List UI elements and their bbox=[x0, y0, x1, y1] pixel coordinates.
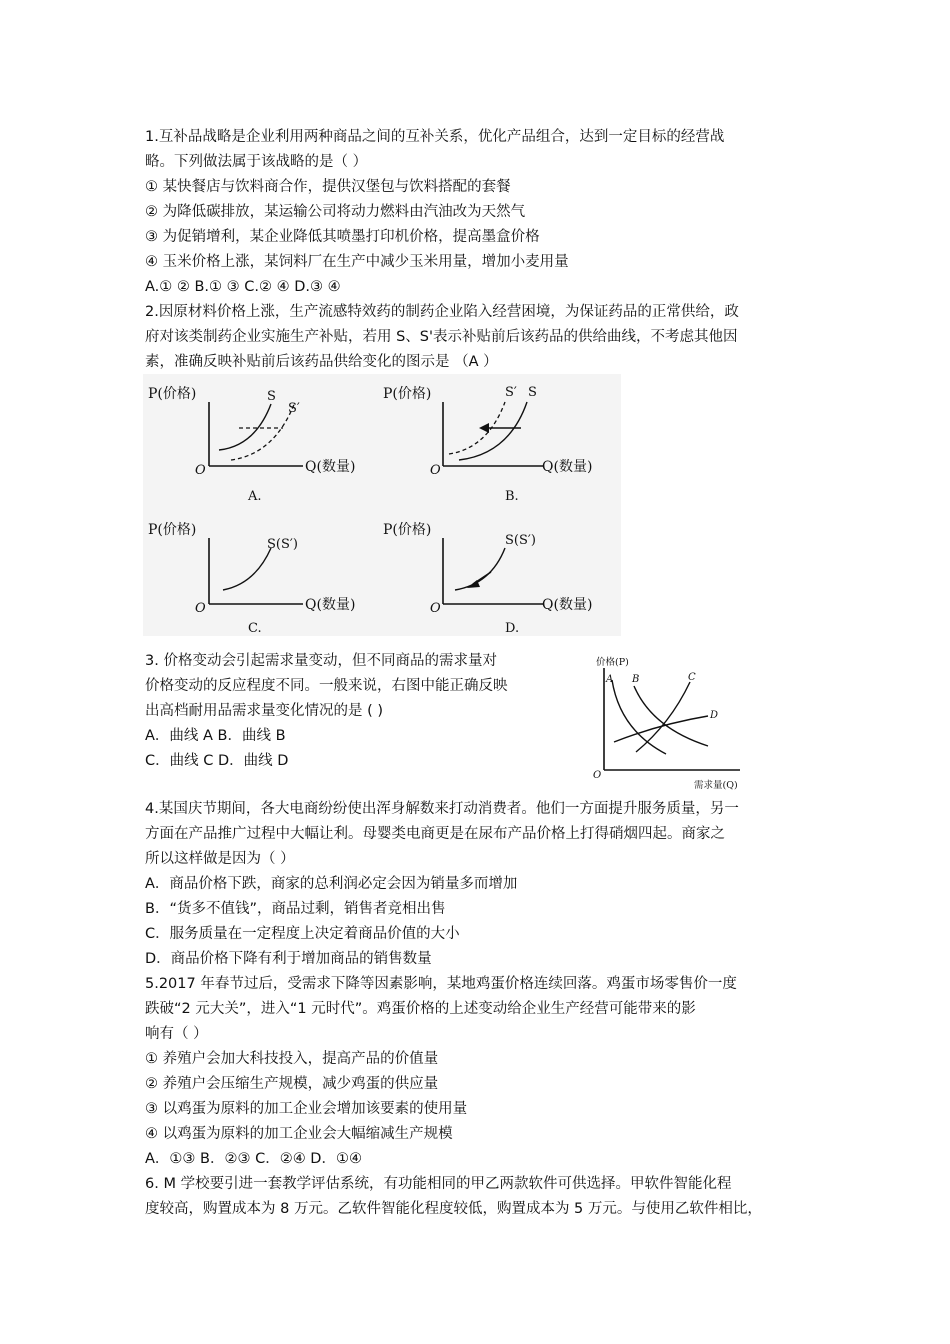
q1-line: 1.互补品战略是企业利用两种商品之间的互补关系，优化产品组合，达到一定目标的经营战 bbox=[145, 129, 725, 145]
q2-line: 2.因原材料价格上涨，生产流感特效药的制药企业陷入经营困境，为保证药品的正常供给，政 bbox=[145, 304, 739, 320]
q5-option: ① 养殖户会加大科技投入，提高产品的价值量 bbox=[145, 1051, 439, 1067]
panel-xlabel: Q(数量) bbox=[305, 459, 356, 475]
panel-label: A. bbox=[248, 489, 262, 504]
demand-curve-a bbox=[612, 680, 666, 754]
demand-curve-figure bbox=[590, 652, 755, 792]
figure-ylabel: 价格(P) bbox=[596, 657, 629, 668]
curve-label: B bbox=[632, 674, 640, 685]
q1-line: 略。下列做法属于该战略的是（ ） bbox=[145, 154, 368, 170]
origin-label: O bbox=[195, 463, 206, 478]
demand-curve-d bbox=[614, 716, 708, 742]
curve-label: S′ bbox=[505, 385, 517, 400]
q3-line: 出高档耐用品需求量变化情况的是 ( ) bbox=[145, 703, 384, 719]
q5-option: ④ 以鸡蛋为原料的加工企业会大幅缩减生产规模 bbox=[145, 1126, 453, 1142]
q2-line: 素，准确反映补贴前后该药品供给变化的图示是 （A ） bbox=[145, 354, 498, 370]
q6-line: 6. M 学校要引进一套教学评估系统，有功能相同的甲乙两款软件可供选择。甲软件智能化程 bbox=[145, 1176, 732, 1192]
q1-option: ③ 为促销增利，某企业降低其喷墨打印机价格，提高墨盒价格 bbox=[145, 229, 540, 245]
q3-options: A．曲线 A B．曲线 B bbox=[145, 728, 286, 744]
q3-options: C．曲线 C D．曲线 D bbox=[145, 753, 289, 769]
q1-option: ① 某快餐店与饮料商合作，提供汉堡包与饮料搭配的套餐 bbox=[145, 179, 511, 195]
origin-label: O bbox=[430, 601, 441, 616]
figure-xlabel: 需求量(Q) bbox=[694, 780, 738, 791]
origin-label: O bbox=[195, 601, 206, 616]
curve-label: C bbox=[688, 672, 696, 683]
q5-option: ② 养殖户会压缩生产规模，减少鸡蛋的供应量 bbox=[145, 1076, 439, 1092]
q2-line: 府对该类制药企业实施生产补贴，若用 S、S'表示补贴前后该药品的供给曲线，不考虑其他因 bbox=[145, 329, 738, 345]
q4-line: 4.某国庆节期间，各大电商纷纷使出浑身解数来打动消费者。他们一方面提升服务质量，另一 bbox=[145, 801, 739, 817]
q4-line: 所以这样做是因为（ ） bbox=[145, 851, 295, 867]
q3-line: 3. 价格变动会引起需求量变动，但不同商品的需求量对 bbox=[145, 653, 497, 669]
q4-option: D．商品价格下降有利于增加商品的销售数量 bbox=[145, 951, 432, 967]
origin-label: O bbox=[430, 463, 441, 478]
q5-option: ③ 以鸡蛋为原料的加工企业会增加该要素的使用量 bbox=[145, 1101, 468, 1117]
panel-xlabel: Q(数量) bbox=[542, 459, 593, 475]
q1-option: ④ 玉米价格上涨，某饲料厂在生产中减少玉米用量，增加小麦用量 bbox=[145, 254, 569, 270]
panel-ylabel: P(价格) bbox=[148, 522, 197, 538]
q4-line: 方面在产品推广过程中大幅让利。母婴类电商更是在尿布产品价格上打得硝烟四起。商家之 bbox=[145, 826, 725, 842]
panel-ylabel: P(价格) bbox=[383, 522, 432, 538]
panel-label: B. bbox=[505, 489, 519, 504]
curve-label: S bbox=[267, 389, 276, 404]
panel-ylabel: P(价格) bbox=[148, 386, 197, 402]
panel-label: C. bbox=[248, 621, 262, 636]
panel-ylabel: P(价格) bbox=[383, 386, 432, 402]
curve-label: D bbox=[710, 710, 719, 721]
panel-label: D. bbox=[505, 621, 520, 636]
panel-xlabel: Q(数量) bbox=[542, 597, 593, 613]
curve-label: S′ bbox=[288, 401, 300, 416]
curve-label: A bbox=[606, 674, 614, 685]
curve-label: S(S′) bbox=[505, 533, 536, 548]
q5-answers: A．①③ B．②③ C．②④ D．①④ bbox=[145, 1151, 362, 1167]
q1-option: ② 为降低碳排放，某运输公司将动力燃料由汽油改为天然气 bbox=[145, 204, 526, 220]
q5-line: 响有（ ） bbox=[145, 1026, 208, 1042]
q6-line: 度较高，购置成本为 8 万元。乙软件智能化程度较低，购置成本为 5 万元。与使用乙软件相比， bbox=[145, 1201, 762, 1217]
q4-option: B．“货多不值钱”，商品过剩，销售者竞相出售 bbox=[145, 901, 446, 917]
panel-xlabel: Q(数量) bbox=[305, 597, 356, 613]
q1-answers: A.① ② B.① ③ C.② ④ D.③ ④ bbox=[145, 279, 341, 295]
curve-label: S bbox=[528, 385, 537, 400]
demand-curve-c bbox=[636, 682, 690, 752]
demand-curve-b bbox=[634, 686, 708, 746]
curve-label: S(S′) bbox=[267, 537, 298, 552]
q5-line: 5.2017 年春节过后，受需求下降等因素影响，某地鸡蛋价格连续回落。鸡蛋市场零售价一度 bbox=[145, 976, 737, 992]
q3-line: 价格变动的反应程度不同。一般来说，右图中能正确反映 bbox=[145, 678, 508, 694]
q4-option: C．服务质量在一定程度上决定着商品价值的大小 bbox=[145, 926, 460, 942]
supply-curve-figure bbox=[143, 374, 621, 636]
q4-option: A．商品价格下跌，商家的总利润必定会因为销量多而增加 bbox=[145, 876, 518, 892]
q5-line: 跌破“2 元大关”，进入“1 元时代”。鸡蛋价格的上述变动给企业生产经营可能带来的影 bbox=[145, 1001, 696, 1017]
origin-label: O bbox=[593, 770, 602, 781]
